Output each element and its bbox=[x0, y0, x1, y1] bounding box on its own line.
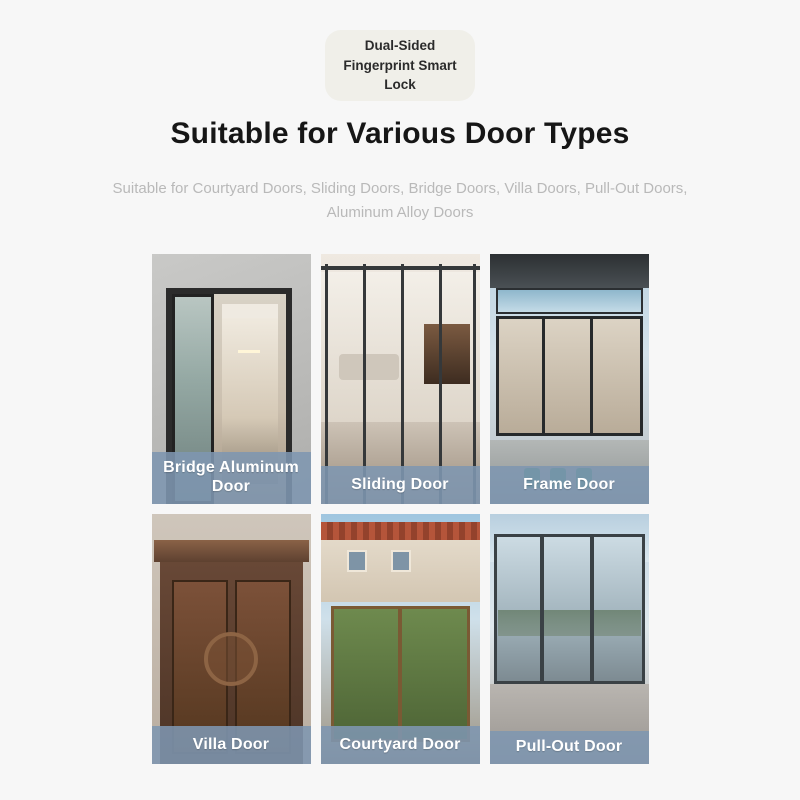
badge-line-2: Fingerprint Smart bbox=[343, 57, 457, 73]
badge-line-1: Dual-Sided bbox=[364, 38, 436, 53]
door-card-sliding-door[interactable] bbox=[321, 254, 480, 504]
door-card-pull-out-door[interactable] bbox=[490, 514, 649, 764]
subtitle-line-2: Aluminum Alloy Doors bbox=[326, 204, 474, 222]
door-card-bridge-aluminum-door[interactable] bbox=[152, 254, 311, 504]
door-card-frame-door[interactable] bbox=[490, 254, 649, 504]
badge-container bbox=[0, 30, 800, 101]
door-type-grid bbox=[152, 254, 649, 764]
door-card-courtyard-door[interactable] bbox=[321, 514, 480, 764]
door-card-villa-door[interactable] bbox=[152, 514, 311, 764]
door-card-caption: Sliding Door bbox=[321, 466, 480, 504]
door-card-caption: Pull-Out Door bbox=[490, 731, 649, 764]
subtitle-line-1: Suitable for Courtyard Doors, Sliding Doors, Bridge Doors, Villa Doors, Pull-Out Doors, bbox=[112, 179, 688, 197]
pull-out-door-photo bbox=[490, 514, 649, 764]
door-card-caption: Courtyard Door bbox=[321, 726, 480, 764]
page-title: Suitable for Various Door Types bbox=[170, 116, 630, 150]
page-subtitle bbox=[113, 177, 688, 227]
door-card-caption: Villa Door bbox=[152, 726, 311, 764]
door-card-caption: Frame Door bbox=[490, 466, 649, 504]
badge-line-3: Lock bbox=[384, 77, 416, 93]
door-card-caption: Bridge Aluminum Door bbox=[152, 452, 311, 504]
product-badge bbox=[325, 30, 474, 101]
